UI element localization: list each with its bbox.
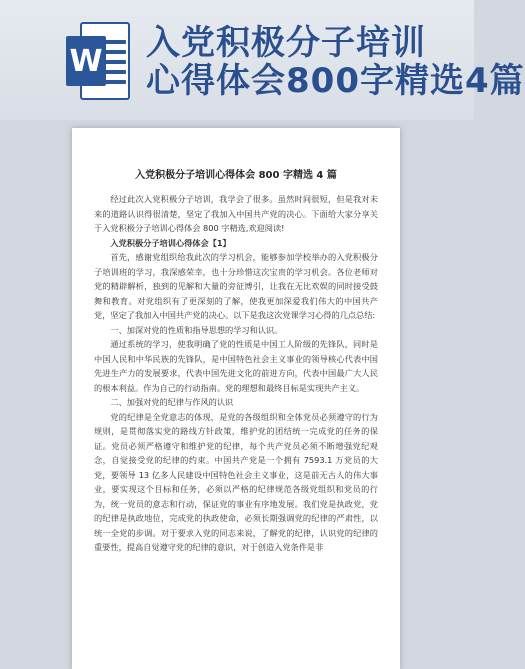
page-title-line2: 心得体会800字精选4篇 (146, 61, 525, 101)
section-heading-1: 入党积极分子培训心得体会【1】 (110, 237, 231, 248)
intro-paragraph: 经过此次入党积极分子培训，我学会了很多。虽然时间很短，但是我对未来的道路认识得很清楚，坚定了我加入中国共产党的决心。下面给大家分享关于入党积极分子培训心得体会 800 字精选,欢迎阅读! (94, 194, 378, 233)
document-body (94, 192, 378, 555)
body-paragraph: 党的纪律是全党意志的体现，是党的各级组织和全体党员必须遵守的行为规则，是贯彻落实党的路线方针政策，维护党的团结统一完成党的任务的保证。党员必须严格遵守和维护党的纪律，每个共产党员必须不断增强党纪观念，自觉接受党的纪律的约束。中国共产党是一个拥有 7593.1 万党员的大党，要领导 13 亿多人民建设中国特色社会主义事业，这是前无古人的伟大事业，要实现这个目标和任务，必须以严格的纪律规范各级党组织和党员的行为，统一党员的意志和行动，保证党的事业有序地发展。我们党是执政党，党的纪律是执政地位，完成党的执政使命，必须长期强调党的纪律的严肃性，以统一全党的步调。对于要求入党的同志来说，了解党的纪律，认识党的纪律的重要性，提高自觉遵守党的纪律的意识，对于创造入党条件是非 (94, 411, 378, 552)
body-paragraph: 首先，感谢党组织给我此次的学习机会，能够参加学校举办的入党积极分子培训班的学习，我深感荣幸，也十分珍惜这次宝贵的学习机会。各位老师对党的精辟解析，独到的见解和大量的旁征博引，让我在无比欢娱的同时接受鼓舞和教育。对党组织有了更深刻的了解，使我更加深爱我们伟大的中国共产党，坚定了我加入中国共产党的决心。以下是我这次党课学习心得的几点总结: (94, 252, 378, 320)
word-document-icon (66, 22, 130, 100)
document-page (72, 128, 400, 669)
word-badge: W (66, 36, 106, 86)
page-title-line1: 入党积极分子培训 (146, 23, 426, 63)
body-paragraph: 通过系统的学习，使我明确了党的性质是中国工人阶级的先锋队，同时是中国人民和中华民族的先锋队，是中国特色社会主义事业的领导核心代表中国先进生产力的发展要求，代表中国先进文化的前进方向，代表中国最广大人民的根本利益。作为自己的行动指南。党的理想和最终目标是实现共产主义。 (94, 339, 378, 393)
document-title: 入党积极分子培训心得体会 800 字精选 4 篇 (135, 170, 337, 181)
header-banner (0, 0, 525, 120)
subheading-1: 一、加深对党的性质和指导思想的学习和认识。 (110, 324, 283, 335)
subheading-2: 二、加强对党的纪律与作风的认识 (110, 397, 234, 407)
